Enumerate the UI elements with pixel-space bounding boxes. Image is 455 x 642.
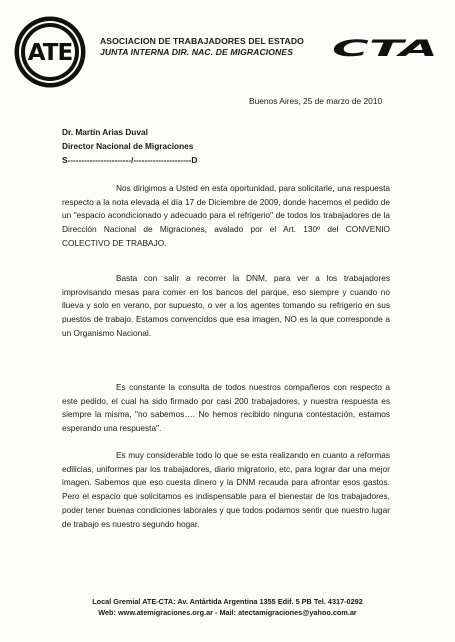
- recipient-salutation-line: S-----------------------/---------------------D: [62, 155, 198, 165]
- org-name: ASOCIACION DE TRABAJADORES DEL ESTADO: [100, 36, 304, 46]
- organization-header: [100, 36, 330, 58]
- recipient-block: [62, 125, 197, 167]
- body-paragraph-2: Basta con salir a recorrer la DNM, para ver a los trabajadores improvisando mesas para comer en los bancos del parque, eso siempre y cuando no llueva y solo en verano, por supuesto, o ver a los agentes tomando su refrigerio en sus puestos de trabajo. Estamos convencidos que esa imagen, NO es la que corresponde a un Organismo Nacional.: [62, 273, 390, 338]
- cta-logo: [330, 38, 440, 58]
- body-paragraph-1: Nos dirigimos a Usted en esta oportunidad, para solicitarle, una respuesta respecto a la nota elevada el día 17 de Diciembre de 2009, donde hacemos el pedido de un "espacio acondicionado y adecuado para el refrigerio" de todos los trabajadores de la Dirección Nacional de Migraciones, avalado por el Art. 130º del CONVENIO COLECTIVO DE TRABAJO.: [62, 183, 390, 248]
- recipient-name: Dr. Martín Arias Duval: [62, 127, 148, 137]
- letter-date: Buenos Aires, 25 de marzo de 2010: [249, 96, 383, 106]
- recipient-title: Director Nacional de Migraciones: [62, 141, 194, 151]
- ate-logo: [13, 15, 87, 89]
- cta-logo-text: CTA: [332, 38, 438, 58]
- letter-footer: [40, 597, 415, 618]
- org-subdivision: JUNTA INTERNA DIR. NAC. DE MIGRACIONES: [100, 47, 294, 57]
- body-paragraph-4: Es muy considerable todo lo que se esta realizando en cuanto a reformas edilicias, uniformes par los trabajadores, diario migratorio, etc, para lograr dar una mejor imagen. Sabemos que eso cuesta dinero y la DNM recauda para afrontar esos gastos. Pero el espacio que solicitamos es indispensable para el bienestar de los trabajadores, poder tener buenas condiciones laborales y que todos podamos sentir que nuestro lugar de trabajo es nuestro segundo hogar.: [62, 450, 390, 529]
- footer-address: Local Gremial ATE-CTA: Av. Antártida Argentina 1355 Edif. 5 PB Tel. 4317-0292: [92, 597, 363, 606]
- footer-contact: Web: www.atemigraciones.org.ar - Mail: atectamigraciones@yahoo.com.ar: [98, 607, 357, 617]
- body-paragraph-3: Es constante la consulta de todos nuestros compañeros con respecto a este pedido, el cual ha sido firmado por casi 200 trabajadores, y nuestra respuesta es siempre la misma, "no sabemos…. No hemos recibido ninguna contestación, estamos esperando una respuesta".: [62, 382, 390, 434]
- ate-logo-text: ATE: [27, 40, 73, 66]
